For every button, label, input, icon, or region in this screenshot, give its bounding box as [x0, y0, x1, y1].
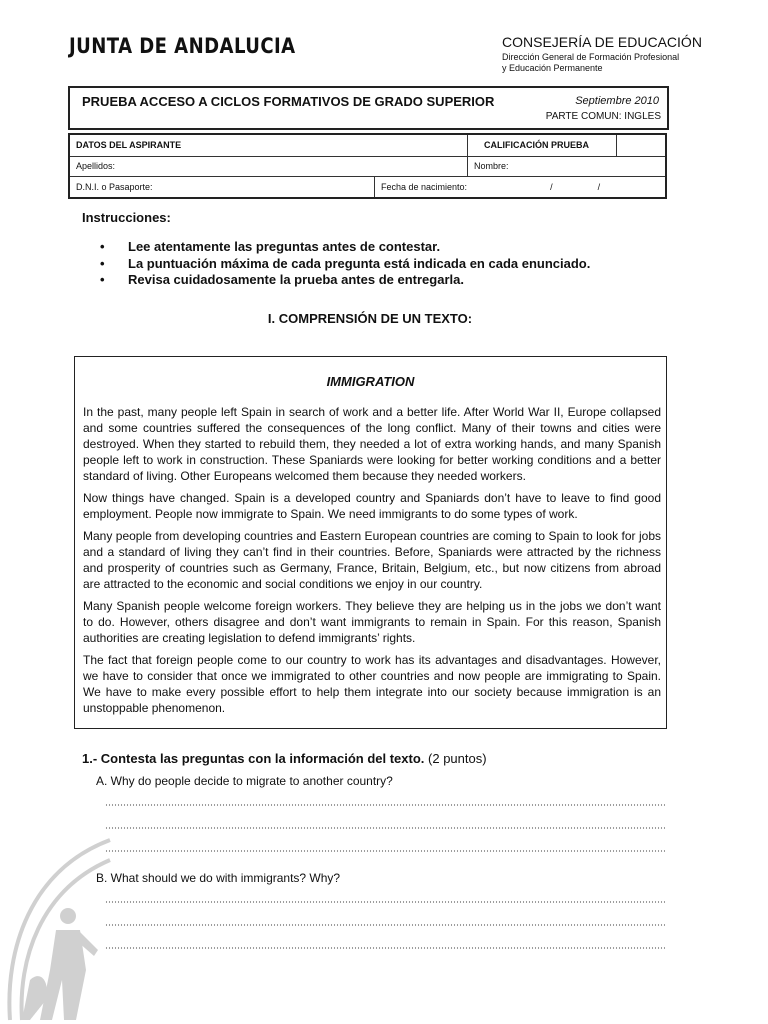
instructions-list: [100, 239, 590, 289]
reading-title: IMMIGRATION: [326, 374, 415, 389]
reading-paragraph: Many Spanish people welcome foreign workers. They believe they are helping us in the jobs we don’t want to do. However, others disagree and don’t want immigrants to remain in Spain. For this reason, Spanish authorities are creating legislation to defend immigrants’ rights.: [83, 599, 661, 645]
answer-line[interactable]: [105, 901, 665, 903]
reading-paragraph: In the past, many people left Spain in search of work and a better life. After World War II, Europe collapsed and some countries suffered the consequences of the long conflict. Many of their towns and cities were destroyed. When they started to rebuild them, they needed a lot of extra working hands, and many Spanish people left to work in construction. These Spaniards were looking for better working conditions and a better standard of living. Other Europeans welcomed them because they needed workers.: [83, 405, 661, 483]
dni-label: D.N.I. o Pasaporte:: [76, 181, 153, 192]
question-1-points: (2 puntos): [428, 751, 487, 766]
calificacion-score-cell[interactable]: [617, 134, 667, 156]
answer-line[interactable]: [105, 924, 665, 926]
fecha-nacimiento-field[interactable]: [375, 176, 667, 198]
exam-title: PRUEBA ACCESO A CICLOS FORMATIVOS DE GRADO SUPERIOR: [82, 94, 495, 109]
exam-title-box: [68, 86, 669, 130]
dni-field[interactable]: [69, 176, 375, 198]
junta-emblem-icon: [0, 830, 112, 1024]
exam-part: PARTE COMUN: INGLES: [545, 111, 661, 122]
consejeria-heading: CONSEJERÍA DE EDUCACIÓN: [502, 34, 702, 50]
section-title: I. COMPRENSIÓN DE UN TEXTO:: [267, 311, 473, 326]
list-item: • Lee atentamente las preguntas antes de contestar.: [100, 239, 590, 256]
question-1: [82, 751, 487, 766]
apellidos-label: Apellidos:: [76, 161, 116, 171]
list-item: • La puntuación máxima de cada pregunta está indicada en cada enunciado.: [100, 256, 590, 273]
reading-body: [83, 404, 661, 722]
answer-line[interactable]: [105, 947, 665, 949]
fecha-label: Fecha de nacimiento:: [381, 181, 468, 192]
exam-date: Septiembre 2010: [575, 95, 659, 107]
question-1b: B. What should we do with immigrants? Why?: [96, 871, 341, 885]
candidate-data-table: [68, 133, 667, 199]
reading-text-box: [74, 356, 667, 729]
direccion-line-1: Dirección General de Formación Profesional: [502, 52, 680, 62]
answer-line[interactable]: [105, 850, 665, 852]
nombre-field[interactable]: [468, 156, 667, 176]
nombre-label: Nombre:: [474, 161, 509, 171]
answer-line[interactable]: [105, 827, 665, 829]
junta-logo-text: JUNTA DE ANDALUCIA: [69, 34, 296, 58]
question-1-label: 1.- Contesta las preguntas con la información del texto.: [82, 751, 425, 766]
reading-paragraph: The fact that foreign people come to our country to work has its advantages and disadvantages. However, we have to consider that once we immigrated to other countries and now people are immigrating to Spain. We have to make every possible effort to help them integrate into our society because immigration is an unstoppable phenomenon.: [83, 653, 661, 715]
date-separator: /: [597, 181, 601, 192]
date-separator: /: [550, 181, 553, 192]
calificacion-header: CALIFICACIÓN PRUEBA: [468, 134, 617, 156]
reading-paragraph: Many people from developing countries and Eastern European countries are coming to Spain to look for jobs and a standard of living they can’t find in their countries. Before, Spaniards were attracted by the richness and prosperity of countries such as Germany, France, Britain, Belgium, etc., but now citizens from abroad are attracted to the economic and social conditions we enjoy in our country.: [83, 529, 661, 591]
question-1a: A. Why do people decide to migrate to another country?: [96, 774, 393, 788]
datos-aspirante-header: DATOS DEL ASPIRANTE: [69, 134, 468, 156]
instructions-title: Instrucciones:: [82, 210, 171, 225]
direccion-line-2: y Educación Permanente: [502, 63, 603, 73]
apellidos-field[interactable]: [69, 156, 468, 176]
direccion-general: [502, 52, 679, 74]
list-item: • Revisa cuidadosamente la prueba antes de entregarla.: [100, 272, 590, 289]
reading-paragraph: Now things have changed. Spain is a developed country and Spaniards don’t have to leave to find good employment. People now immigrate to Spain. We need immigrants to do some types of work.: [83, 491, 661, 521]
answer-line[interactable]: [105, 804, 665, 806]
